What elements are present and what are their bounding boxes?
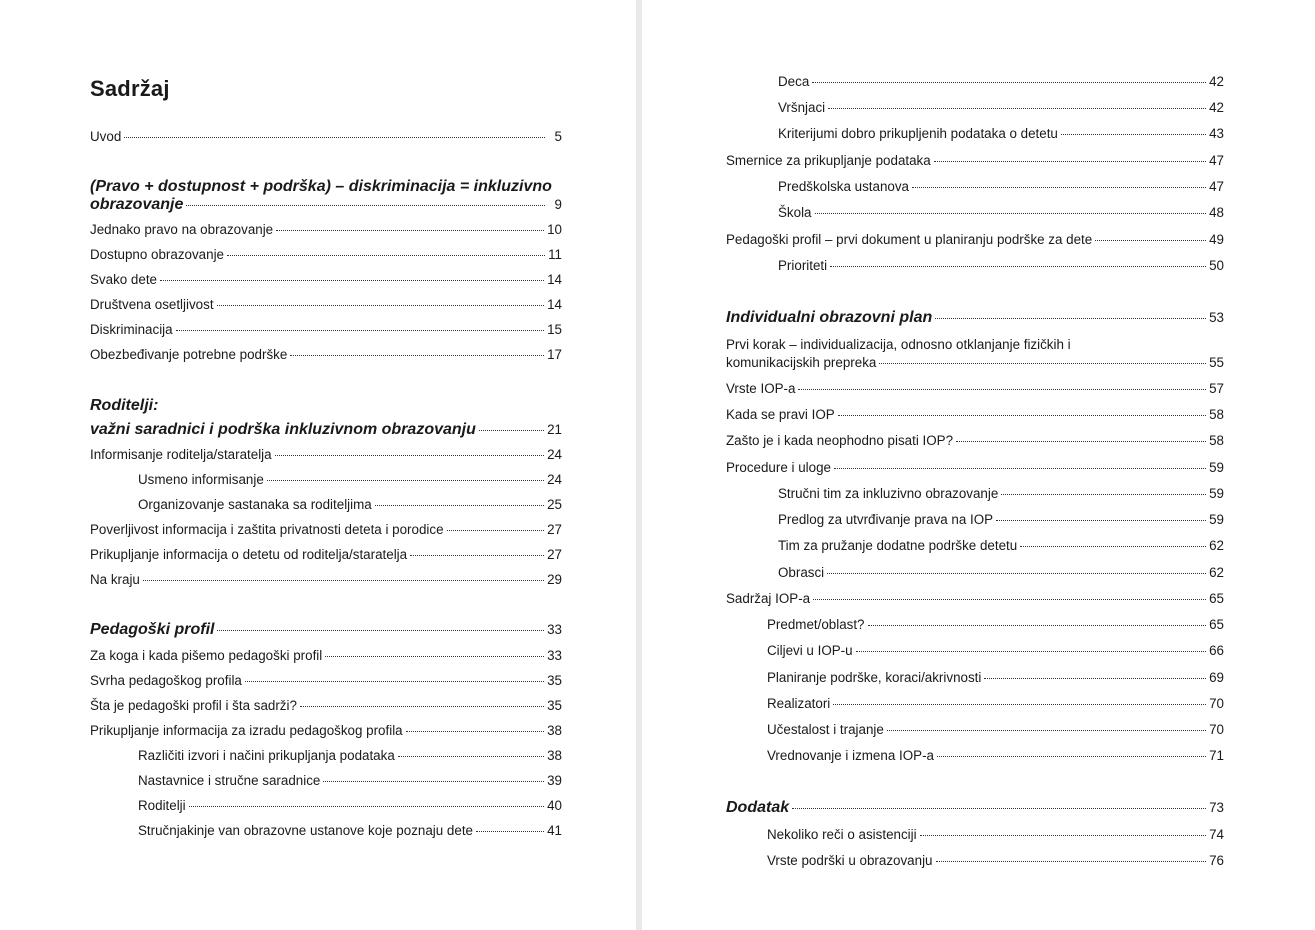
dot-leader <box>124 137 545 138</box>
dot-leader <box>160 280 544 281</box>
toc-entry-page: 35 <box>547 673 562 688</box>
toc-entry-label: Učestalost i trajanje <box>767 722 884 737</box>
section-heading-line: (Pravo + dostupnost + podrška) – diskriminacija = inkluzivno <box>90 178 552 195</box>
toc-entry[interactable] <box>90 522 562 538</box>
toc-entry-page: 49 <box>1209 232 1224 247</box>
dot-leader <box>325 656 544 657</box>
toc-entry[interactable] <box>90 698 562 714</box>
dot-leader <box>830 266 1206 267</box>
toc-entry-page: 42 <box>1209 100 1224 115</box>
dot-leader <box>792 808 1206 809</box>
toc-subentry[interactable] <box>726 258 1224 274</box>
toc-entry-page: 47 <box>1209 153 1224 168</box>
dot-leader <box>935 318 1206 319</box>
toc-entry-page: 33 <box>547 622 562 637</box>
toc-entry[interactable] <box>90 547 562 563</box>
dot-leader <box>300 706 544 707</box>
dot-leader <box>176 330 545 331</box>
toc-entry-page: 53 <box>1209 310 1224 325</box>
toc-entry-label: Obrasci <box>778 565 825 580</box>
toc-entry-label: Pedagoški profil <box>90 621 215 638</box>
toc-entry-label: Predlog za utvrđivanje prava na IOP <box>778 512 994 527</box>
toc-entry-page: 47 <box>1209 179 1224 194</box>
dot-leader <box>815 213 1207 214</box>
toc-subentry[interactable] <box>726 512 1224 528</box>
dot-leader <box>406 731 544 732</box>
dot-leader <box>1095 240 1206 241</box>
toc-entry-page: 62 <box>1209 538 1224 553</box>
toc-entry[interactable] <box>726 153 1224 169</box>
toc-entry[interactable] <box>726 407 1224 423</box>
toc-entry-page: 76 <box>1209 853 1224 868</box>
toc-subentry[interactable] <box>726 74 1224 90</box>
toc-entry-label: Planiranje podrške, koraci/akrivnosti <box>767 670 982 685</box>
toc-entry-page: 35 <box>547 698 562 713</box>
toc-entry-label: Informisanje roditelja/staratelja <box>90 447 272 462</box>
dot-leader <box>936 861 1207 862</box>
toc-entry-page: 57 <box>1209 381 1224 396</box>
toc-entry[interactable] <box>90 322 562 338</box>
dot-leader <box>798 389 1206 390</box>
toc-entry-label: Na kraju <box>90 572 140 587</box>
toc-entry-page: 40 <box>547 798 562 813</box>
toc-entry-label: Prioriteti <box>778 258 828 273</box>
dot-leader <box>275 455 544 456</box>
toc-entry-page: 55 <box>1209 355 1224 370</box>
toc-subentry[interactable] <box>90 798 562 814</box>
toc-entry[interactable] <box>90 297 562 313</box>
toc-entry[interactable] <box>90 572 562 588</box>
toc-entry-label: Kriterijumi dobro prikupljenih podataka o detetu <box>778 126 1058 141</box>
toc-entry-label: Tim za pružanje dodatne podrške detetu <box>778 538 1018 553</box>
toc-entry[interactable] <box>90 447 562 463</box>
toc-entry-label: Predškolska ustanova <box>778 179 910 194</box>
toc-entry-page: 24 <box>547 472 562 487</box>
toc-entry-page: 41 <box>547 823 562 838</box>
toc-entry-page: 59 <box>1209 460 1224 475</box>
toc-entry-page: 5 <box>554 129 562 144</box>
dot-leader <box>827 573 1206 574</box>
toc-subentry[interactable] <box>726 853 1224 869</box>
dot-leader <box>245 681 544 682</box>
toc-entry-page: 10 <box>547 222 562 237</box>
dot-leader <box>887 730 1206 731</box>
toc-entry-page: 14 <box>547 297 562 312</box>
toc-entry-page: 9 <box>554 197 562 212</box>
dot-leader <box>1061 134 1206 135</box>
dot-leader <box>828 108 1206 109</box>
toc-subentry[interactable] <box>726 486 1224 502</box>
toc-entry-page: 17 <box>547 347 562 362</box>
toc-entry[interactable] <box>90 272 562 288</box>
toc-subentry[interactable] <box>726 538 1224 554</box>
toc-subentry[interactable] <box>726 179 1224 195</box>
toc-entry-page: 65 <box>1209 591 1224 606</box>
toc-entry-page: 59 <box>1209 486 1224 501</box>
toc-entry-label: Stručni tim za inkluzivno obrazovanje <box>778 486 999 501</box>
toc-entry-page: 29 <box>547 572 562 587</box>
toc-entry-label: Društvena osetljivost <box>90 297 214 312</box>
dot-leader <box>217 305 545 306</box>
toc-entry[interactable] <box>90 673 562 689</box>
dot-leader <box>186 205 545 206</box>
dot-leader <box>227 255 545 256</box>
dot-leader <box>1001 494 1206 495</box>
toc-entry-page: 38 <box>547 748 562 763</box>
dot-leader <box>447 530 545 531</box>
toc-entry-page: 14 <box>547 272 562 287</box>
toc-entry-page: 65 <box>1209 617 1224 632</box>
dot-leader <box>956 441 1206 442</box>
toc-subentry[interactable] <box>90 748 562 764</box>
toc-entry-page: 70 <box>1209 722 1224 737</box>
toc-entry-page: 50 <box>1209 258 1224 273</box>
toc-entry-page: 73 <box>1209 800 1224 815</box>
dot-leader <box>813 599 1206 600</box>
toc-subentry[interactable] <box>726 827 1224 843</box>
toc-entry-label: Diskriminacija <box>90 322 173 337</box>
dot-leader <box>937 756 1206 757</box>
toc-subentry[interactable] <box>90 472 562 488</box>
dot-leader <box>290 355 544 356</box>
toc-entry-page: 74 <box>1209 827 1224 842</box>
toc-entry-label: važni saradnici i podrška inkluzivnom obrazovanju <box>90 421 476 438</box>
toc-entry-page: 59 <box>1209 512 1224 527</box>
toc-subentry[interactable] <box>726 100 1224 116</box>
toc-entry-label: Svrha pedagoškog profila <box>90 673 242 688</box>
toc-entry-label: Prikupljanje informacija o detetu od roditelja/staratelja <box>90 547 408 562</box>
toc-entry-label: komunikacijskih prepreka <box>726 355 877 370</box>
toc-entry-page: 66 <box>1209 643 1224 658</box>
toc-entry[interactable] <box>726 591 1224 607</box>
toc-entry-label: obrazovanje <box>90 196 184 213</box>
toc-section-entry[interactable] <box>90 621 562 639</box>
right-page <box>642 0 1315 930</box>
toc-entry-label: Obezbeđivanje potrebne podrške <box>90 347 288 362</box>
dot-leader <box>912 187 1206 188</box>
toc-subentry[interactable] <box>726 748 1224 764</box>
toc-entry-page: 11 <box>548 247 562 262</box>
dot-leader <box>868 625 1207 626</box>
toc-entry-label: Realizatori <box>767 696 831 711</box>
dot-leader <box>812 82 1206 83</box>
toc-section-entry[interactable] <box>90 196 562 214</box>
toc-entry[interactable] <box>726 460 1224 476</box>
toc-entry-page: 25 <box>547 497 562 512</box>
toc-subentry[interactable] <box>726 205 1224 221</box>
toc-entry-page: 33 <box>547 648 562 663</box>
toc-entry-page: 58 <box>1209 407 1224 422</box>
toc-entry-label: Za koga i kada pišemo pedagoški profil <box>90 648 323 663</box>
toc-subentry[interactable] <box>90 497 562 513</box>
toc-entry[interactable] <box>90 222 562 238</box>
toc-entry-page: 42 <box>1209 74 1224 89</box>
dot-leader <box>323 781 544 782</box>
dot-leader <box>984 678 1206 679</box>
dot-leader <box>476 831 544 832</box>
toc-entry-label: Usmeno informisanje <box>138 472 264 487</box>
dot-leader <box>1020 546 1206 547</box>
toc-entry-label: Zašto je i kada neophodno pisati IOP? <box>726 433 954 448</box>
toc-entry-page: 27 <box>547 522 562 537</box>
toc-entry-page: 62 <box>1209 565 1224 580</box>
dot-leader <box>920 835 1207 836</box>
toc-entry[interactable] <box>726 232 1224 248</box>
toc-entry-label: Sadržaj IOP-a <box>726 591 811 606</box>
toc-entry-page: 24 <box>547 447 562 462</box>
toc-entry-label: Šta je pedagoški profil i šta sadrži? <box>90 698 297 713</box>
toc-entry-label: Individualni obrazovni plan <box>726 309 933 326</box>
toc-entry-label: Svako dete <box>90 272 157 287</box>
dot-leader <box>189 806 544 807</box>
toc-entry-page: 71 <box>1209 748 1224 763</box>
toc-subentry[interactable] <box>90 823 562 839</box>
toc-entry-label: Pedagoški profil – prvi dokument u planiranju podrške za dete <box>726 232 1093 247</box>
dot-leader <box>834 468 1206 469</box>
dot-leader <box>143 580 544 581</box>
dot-leader <box>838 415 1206 416</box>
dot-leader <box>934 161 1206 162</box>
toc-entry[interactable] <box>90 129 562 145</box>
toc-subentry[interactable] <box>726 722 1224 738</box>
left-page <box>0 0 636 930</box>
toc-entry-label: Deca <box>778 74 810 89</box>
toc-entry-label: Vrednovanje i izmena IOP-a <box>767 748 934 763</box>
toc-subentry[interactable] <box>726 643 1224 659</box>
section-heading-line: Roditelji: <box>90 397 159 414</box>
toc-subentry[interactable] <box>726 670 1224 686</box>
toc-entry-label: Nastavnice i stručne saradnice <box>138 773 321 788</box>
toc-entry-page: 21 <box>547 422 562 437</box>
toc-entry-label: Dostupno obrazovanje <box>90 247 224 262</box>
toc-entry-line: Prvi korak – individualizacija, odnosno otklanjanje fizičkih i <box>726 337 1071 352</box>
toc-entry[interactable] <box>726 433 1224 449</box>
dot-leader <box>879 363 1206 364</box>
toc-entry-label: Stručnjakinje van obrazovne ustanove koje poznaju dete <box>138 823 473 838</box>
toc-entry-label: Procedure i uloge <box>726 460 831 475</box>
toc-subentry[interactable] <box>726 126 1224 142</box>
toc-entry-page: 58 <box>1209 433 1224 448</box>
toc-entry[interactable] <box>726 355 1224 371</box>
toc-entry-label: Jednako pravo na obrazovanje <box>90 222 274 237</box>
dot-leader <box>267 480 544 481</box>
toc-entry-label: Kada se pravi IOP <box>726 407 835 422</box>
toc-entry-label: Smernice za prikupljanje podataka <box>726 153 931 168</box>
dot-leader <box>856 651 1207 652</box>
toc-entry-label: Škola <box>778 205 812 220</box>
toc-entry-label: Organizovanje sastanaka sa roditeljima <box>138 497 372 512</box>
toc-entry-label: Uvod <box>90 129 122 144</box>
toc-entry-page: 69 <box>1209 670 1224 685</box>
toc-entry-page: 43 <box>1209 126 1224 141</box>
dot-leader <box>479 430 544 431</box>
dot-leader <box>833 704 1206 705</box>
dot-leader <box>375 505 544 506</box>
toc-entry-page: 39 <box>547 773 562 788</box>
toc-entry[interactable] <box>726 381 1224 397</box>
dot-leader <box>276 230 544 231</box>
toc-entry-page: 15 <box>547 322 562 337</box>
toc-entry-label: Ciljevi u IOP-u <box>767 643 853 658</box>
toc-entry-page: 27 <box>547 547 562 562</box>
toc-entry[interactable] <box>90 247 562 263</box>
toc-entry-label: Roditelji <box>138 798 186 813</box>
toc-entry[interactable] <box>90 648 562 664</box>
toc-entry-page: 48 <box>1209 205 1224 220</box>
toc-entry-page: 38 <box>547 723 562 738</box>
toc-entry-label: Različiti izvori i načini prikupljanja podataka <box>138 748 395 763</box>
toc-entry-label: Poverljivost informacija i zaštita privatnosti deteta i porodice <box>90 522 444 537</box>
toc-entry-label: Predmet/oblast? <box>767 617 865 632</box>
toc-subentry[interactable] <box>726 565 1224 581</box>
toc-entry-label: Vršnjaci <box>778 100 826 115</box>
dot-leader <box>996 520 1206 521</box>
toc-entry-label: Nekoliko reči o asistenciji <box>767 827 917 842</box>
toc-entry-label: Dodatak <box>726 799 790 816</box>
toc-subentry[interactable] <box>726 617 1224 633</box>
toc-section-entry[interactable] <box>90 421 562 439</box>
toc-entry-label: Vrste podrški u obrazovanju <box>767 853 933 868</box>
dot-leader <box>217 630 544 631</box>
dot-leader <box>410 555 544 556</box>
dot-leader <box>398 756 544 757</box>
toc-section-entry[interactable] <box>726 309 1224 327</box>
toc-entry[interactable] <box>90 347 562 363</box>
toc-entry[interactable] <box>90 723 562 739</box>
toc-section-entry[interactable] <box>726 799 1224 817</box>
toc-entry-label: Prikupljanje informacija za izradu pedagoškog profila <box>90 723 403 738</box>
toc-entry-label: Vrste IOP-a <box>726 381 796 396</box>
toc-entry-page: 70 <box>1209 696 1224 711</box>
page-title: Sadržaj <box>90 76 170 101</box>
toc-subentry[interactable] <box>726 696 1224 712</box>
toc-subentry[interactable] <box>90 773 562 789</box>
